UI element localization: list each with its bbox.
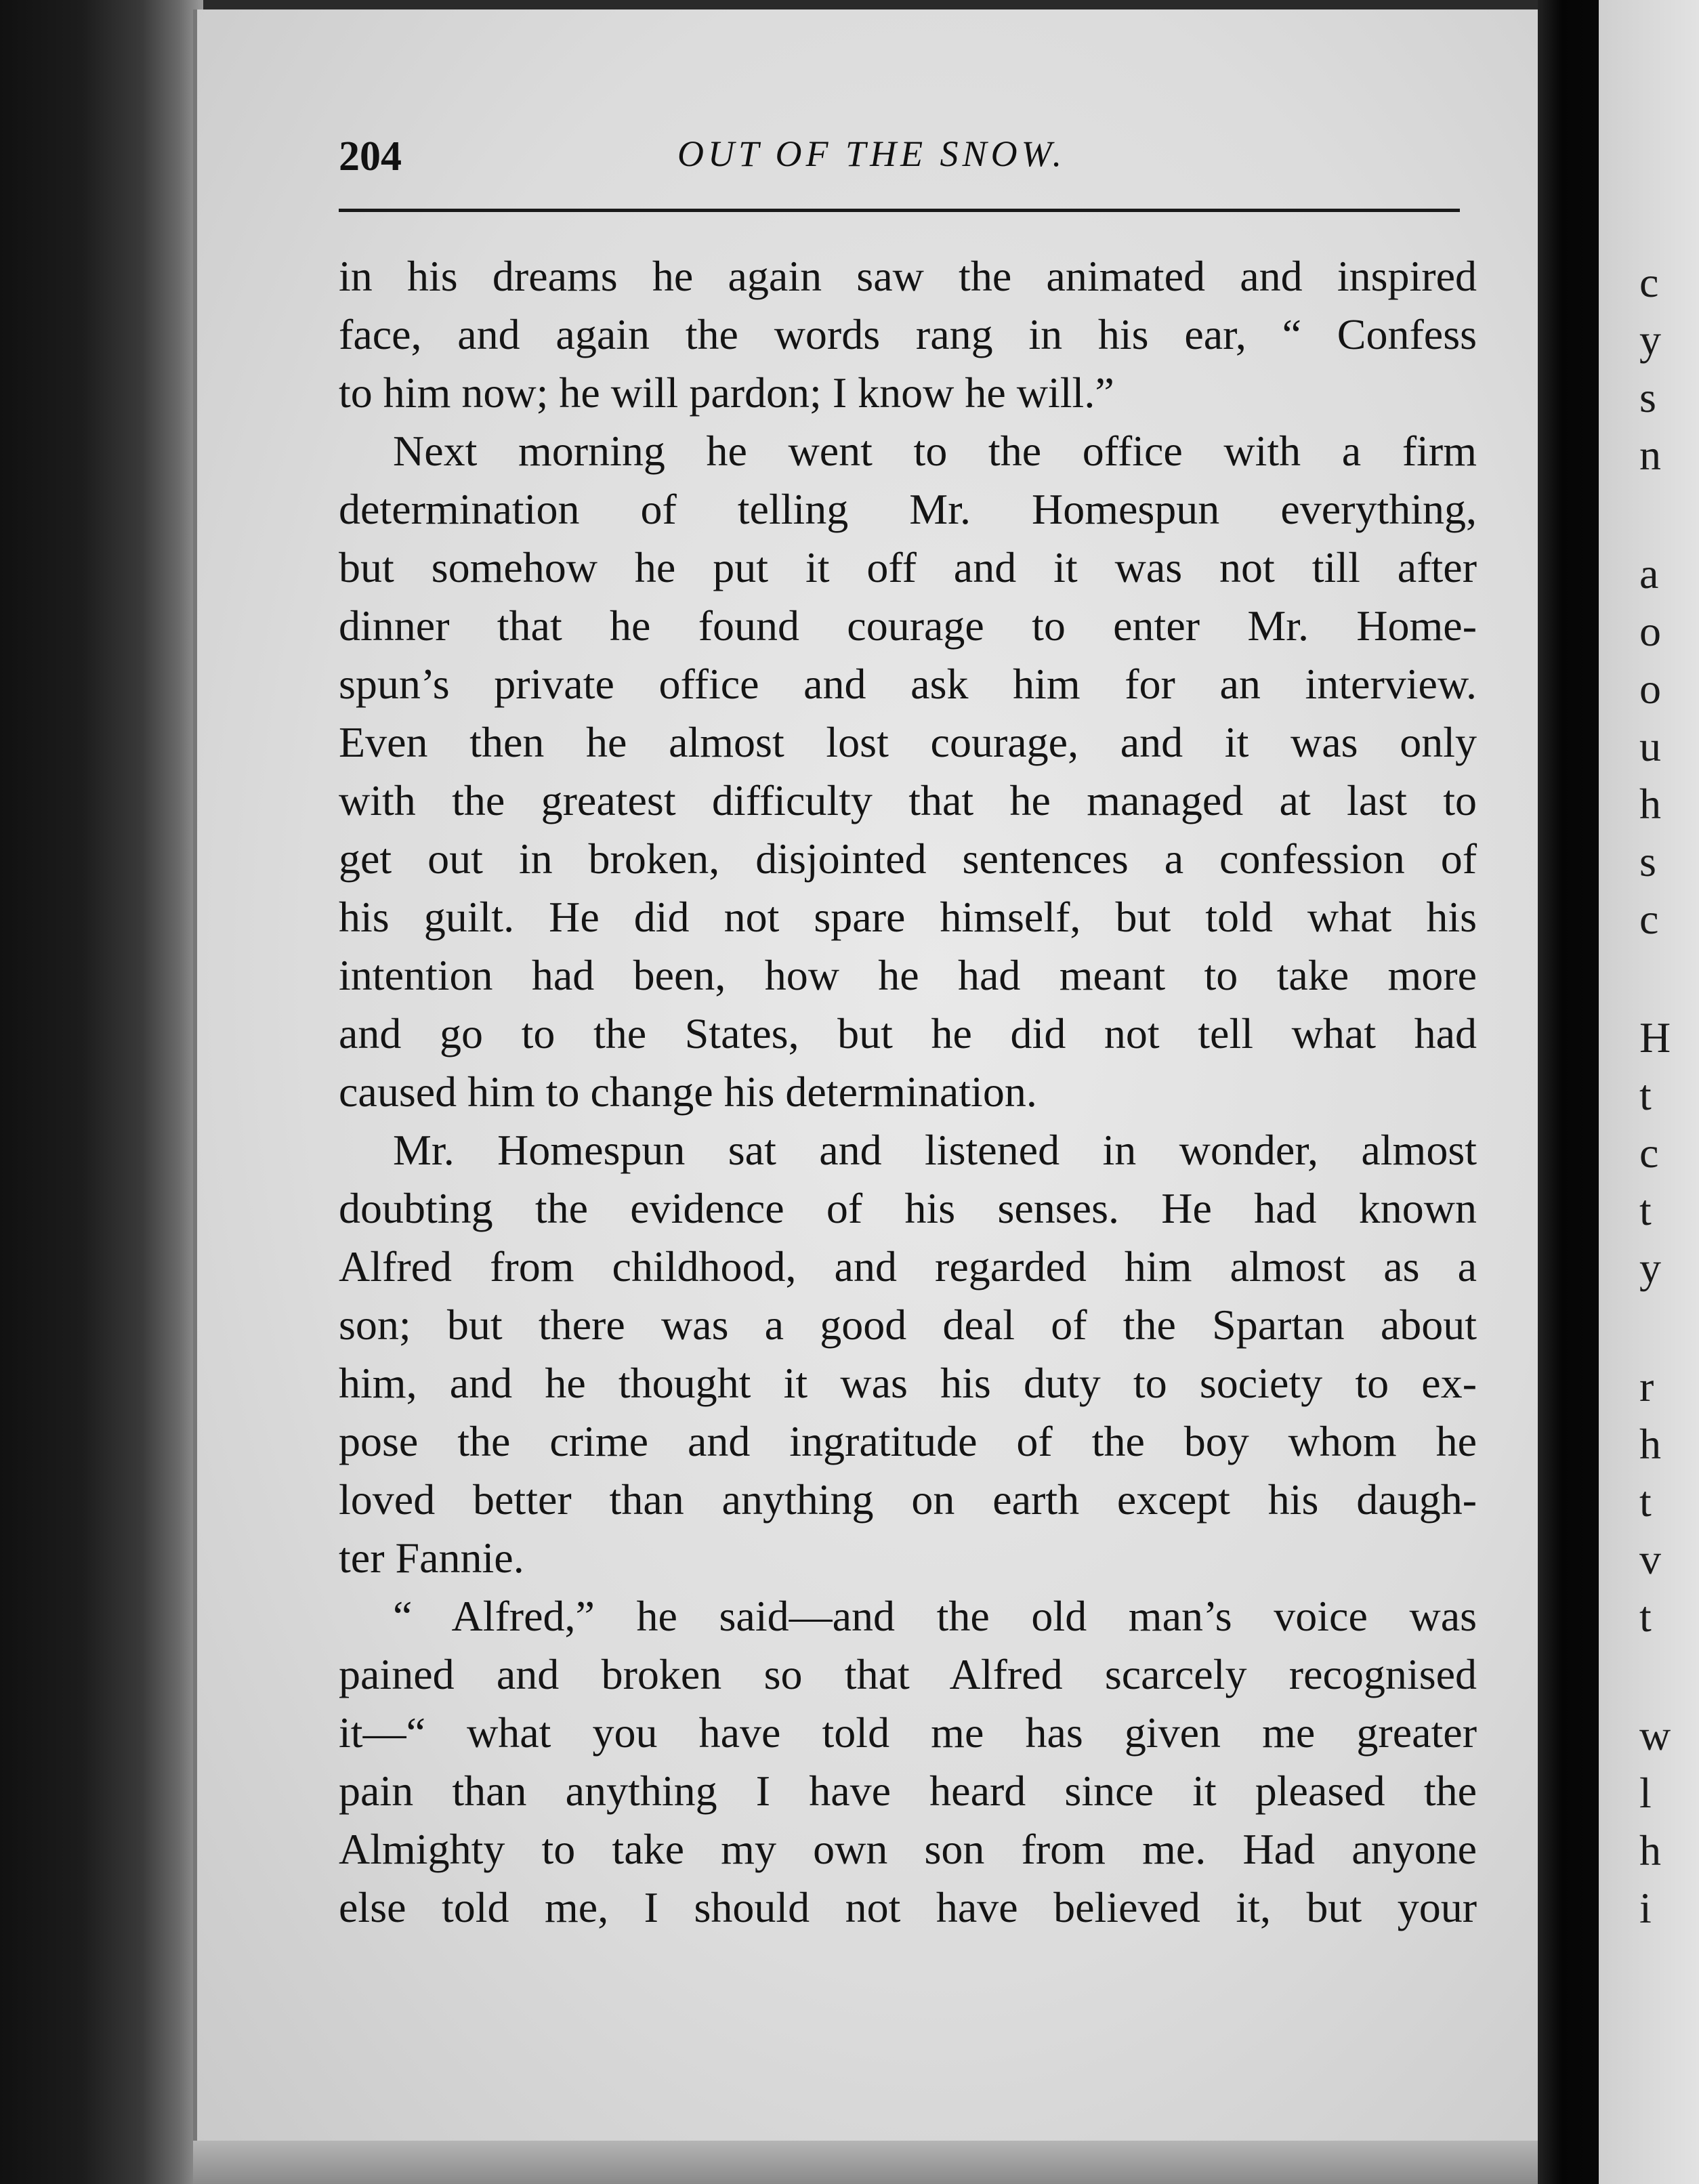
body-text bbox=[339, 247, 1477, 1937]
next-page-fragment: h bbox=[1639, 780, 1661, 828]
text-line: Almighty to take my own son from me. Had anyone bbox=[339, 1825, 1477, 1873]
next-page-fragment: o bbox=[1639, 607, 1661, 655]
text-line: face, and again the words rang in his ear, “ Confess bbox=[339, 310, 1477, 358]
text-line: Mr. Homespun sat and listened in wonder, almost bbox=[393, 1126, 1477, 1174]
next-page-fragment: t bbox=[1639, 1186, 1652, 1234]
text-line: intention had been, how he had meant to take more bbox=[339, 951, 1477, 999]
text-line: get out in broken, disjointed sentences a confession of bbox=[339, 835, 1477, 883]
next-page-fragment: y bbox=[1639, 316, 1661, 364]
next-page-fragment: s bbox=[1639, 837, 1656, 885]
text-line: Alfred from childhood, and regarded him almost as a bbox=[339, 1242, 1477, 1290]
next-page-fragment: c bbox=[1639, 1129, 1659, 1177]
next-page-fragment: t bbox=[1639, 1593, 1652, 1641]
text-line: ter Fannie. bbox=[339, 1534, 524, 1582]
next-page-fragment: c bbox=[1639, 258, 1659, 306]
text-line: Next morning he went to the office with a firm bbox=[393, 427, 1477, 475]
text-line: and go to the States, but he did not tell what had bbox=[339, 1009, 1477, 1057]
next-page-fragment: h bbox=[1639, 1826, 1661, 1874]
next-page-fragment: u bbox=[1639, 722, 1661, 770]
text-line: but somehow he put it off and it was not till after bbox=[339, 543, 1477, 591]
text-line: “ Alfred,” he said—and the old man’s voice was bbox=[393, 1592, 1477, 1640]
next-page-fragment: n bbox=[1639, 431, 1661, 479]
text-line: spun’s private office and ask him for an interview. bbox=[339, 660, 1477, 708]
text-line: Even then he almost lost courage, and it was only bbox=[339, 718, 1477, 766]
page-header bbox=[339, 133, 1456, 187]
next-page-fragment: l bbox=[1639, 1769, 1652, 1817]
text-line: with the greatest difficulty that he managed at last to bbox=[339, 776, 1477, 824]
text-line: doubting the evidence of his senses. He had known bbox=[339, 1184, 1477, 1232]
next-page-fragment: w bbox=[1639, 1711, 1671, 1759]
next-page-fragment: r bbox=[1639, 1362, 1654, 1410]
next-page-edge bbox=[1599, 0, 1699, 2184]
text-line: son; but there was a good deal of the Spartan about bbox=[339, 1301, 1477, 1349]
page-bottom-edge bbox=[193, 2141, 1538, 2184]
text-line: else told me, I should not have believed it, but your bbox=[339, 1883, 1477, 1931]
text-line: pained and broken so that Alfred scarcely recognised bbox=[339, 1650, 1477, 1698]
text-line: in his dreams he again saw the animated and inspired bbox=[339, 252, 1477, 300]
text-line: pain than anything I have heard since it pleased the bbox=[339, 1767, 1477, 1815]
next-page-fragment: H bbox=[1639, 1013, 1671, 1062]
next-page-fragment: h bbox=[1639, 1420, 1661, 1468]
page-number: 204 bbox=[339, 133, 402, 180]
text-line: pose the crime and ingratitude of the boy whom he bbox=[339, 1417, 1477, 1465]
next-page-fragment: t bbox=[1639, 1477, 1652, 1526]
header-rule bbox=[339, 209, 1460, 212]
next-page-fragment: a bbox=[1639, 549, 1659, 597]
next-page-fragment: t bbox=[1639, 1071, 1652, 1119]
running-title: OUT OF THE SNOW. bbox=[677, 133, 1066, 174]
book-gutter bbox=[0, 0, 203, 2184]
book-spine bbox=[1538, 0, 1599, 2184]
next-page-fragment: s bbox=[1639, 373, 1656, 421]
text-line: him, and he thought it was his duty to society to ex- bbox=[339, 1359, 1477, 1407]
next-page-fragment: v bbox=[1639, 1535, 1661, 1583]
text-line: caused him to change his determination. bbox=[339, 1068, 1037, 1116]
text-line: determination of telling Mr. Homespun everything, bbox=[339, 485, 1477, 533]
text-line: it—“ what you have told me has given me greater bbox=[339, 1708, 1477, 1757]
text-line: to him now; he will pardon; I know he will.” bbox=[339, 369, 1114, 417]
text-line: loved better than anything on earth except his daugh- bbox=[339, 1475, 1477, 1524]
next-page-fragment: c bbox=[1639, 895, 1659, 943]
next-page-fragment: y bbox=[1639, 1244, 1661, 1292]
text-line: dinner that he found courage to enter Mr. Home- bbox=[339, 602, 1477, 650]
next-page-fragment: o bbox=[1639, 665, 1661, 713]
next-page-fragment: i bbox=[1639, 1884, 1652, 1932]
text-line: his guilt. He did not spare himself, but told what his bbox=[339, 893, 1477, 941]
